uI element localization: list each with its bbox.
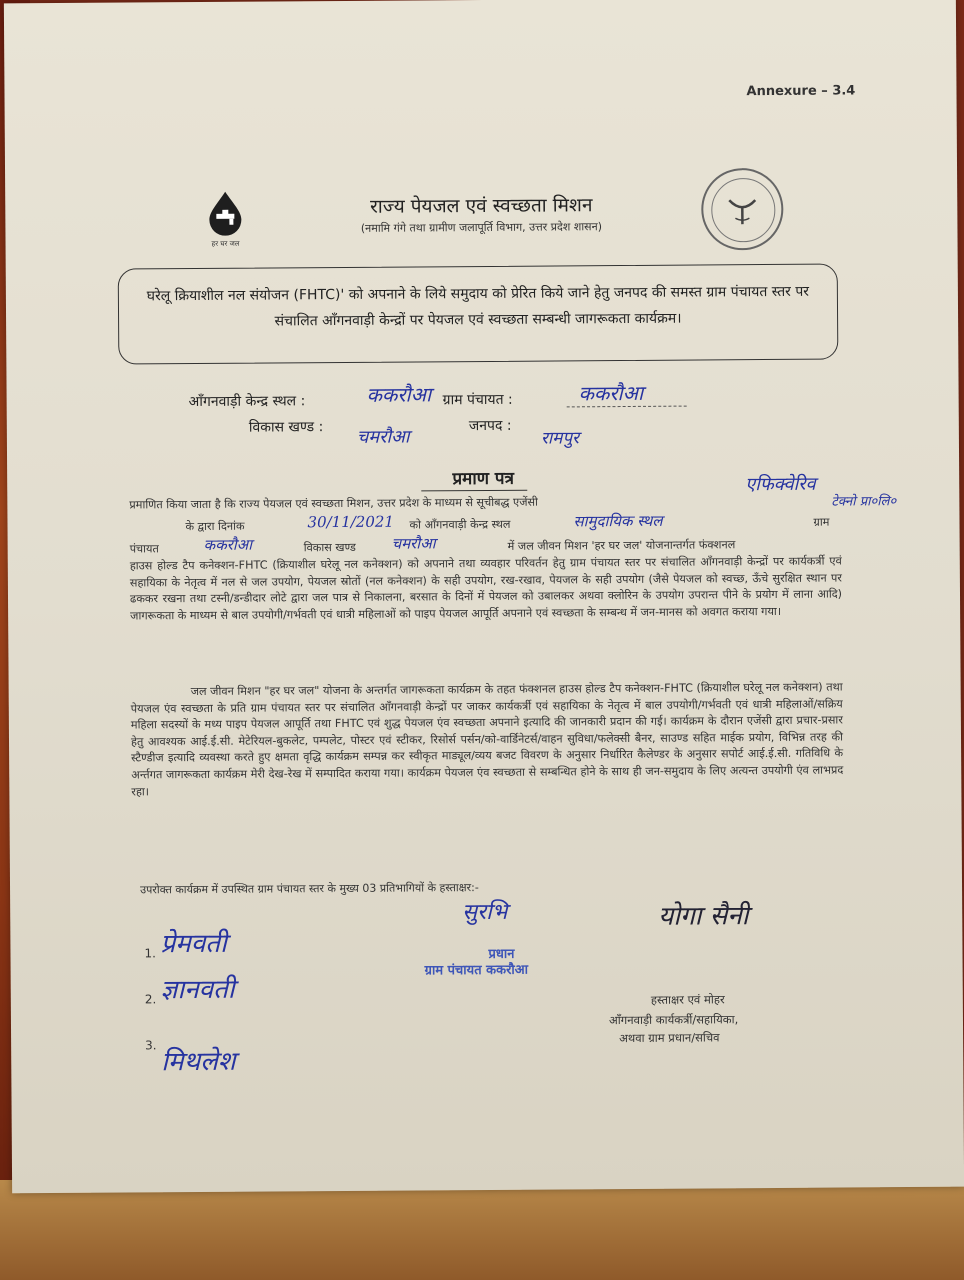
worker-caption-1: हस्ताक्षर एवं मोहर (650, 992, 725, 1007)
mission-title: राज्य पेयजल एवं स्वच्छता मिशन (370, 194, 593, 218)
worker-caption-2: आँगनवाड़ी कार्यकर्त्री/सहायिका, (608, 1012, 739, 1028)
anganwadi-label: आँगनवाड़ी केन्द्र स्थल : (188, 393, 306, 411)
participant-signature-2: ज्ञानवती (160, 974, 235, 1006)
signatures-intro: उपरोक्त कार्यक्रम में उपस्थित ग्राम पंचायत स्तर के मुख्य 03 प्रतिभागियों के हस्ताक्षर:- (140, 881, 479, 897)
block-label: विकास खण्ड : (248, 419, 324, 436)
para2-body: जल जीवन मिशन "हर घर जल" योजना के अन्तर्गत जागरूकता कार्यक्रम के तहत फंक्शनल हाउस होल्ड टैप कनेक्शन-FHTC (क्रियाशील घरेलू नल कनेक्शन) तथा पेयजल एंव स्वच्छता के प्रति ग्राम पंचायत स्तर पर संचालित आँगनवाड़ी केन्द्रों पर जाकर कार्यकर्त्री एवं सहायिका के नेतृत्व में बाल उपयोगी/गर्भवती एवं धात्री महिलाओं/सक्रिय महिला सदस्यों के मध्य पाइप पेयजल आपूर्ति तथा FHTC एवं शुद्ध पेयजल एंव स्वच्छता अपनाने इत्यादि की जानकारी प्रदान की गई। कार्यक्रम के दौरान एजेंसी द्वारा प्रचार-प्रसार हेतु आवश्यक आई.ई.सी. मेटेरियल-बुकलेट, पम्पलेट, पोस्टर एवं स्टीकर, रिसोर्स पर्सन/को-वार्डिनेटर्स/वाहन सुविधा/फलेक्सी बैनर, साउण्ड सहित माईक प्रयोग, विभिन्न तरह की स्टैण्डीज इत्यादि व्यवस्था करते हुए क्षमता वृद्धि कार्यक्रम सम्पन्न कर स्वीकृत माड्यूल/व्यय बजट विवरण के अनुसार निर्धारित कैलेण्डर के अनुसार सपोर्ट आई.ई.सी. गतिविधि के अर्न्तगत जागरूकता कार्यक्रम मेरी देख-रेख में सम्पादित कराया गया। कार्यक्रम पेयजल एंव स्वच्छता से सम्बन्धित होने के साथ ही जन-समुदाय के लिए अत्यन्त उपयोगी एंव लाभप्रद रहा। (130, 680, 844, 799)
mission-subtitle: (नमामि गंगे तथा ग्रामीण जलापूर्ति विभाग, उत्तर प्रदेश शासन) (360, 220, 603, 235)
para1-line1: प्रमाणित किया जाता है कि राज्य पेयजल एवं स्वच्छता मिशन, उत्तर प्रदेश के माध्यम से सूचीबद्ध एजेंसी (129, 495, 538, 512)
sig-num-1: 1. (144, 946, 156, 961)
pradhan-signature: सुरभि (462, 899, 508, 926)
date-handwritten: 30/11/2021 (307, 512, 395, 532)
panchayat-label: ग्राम पंचायत : (442, 391, 513, 409)
title-underline (421, 490, 527, 492)
logo-caption: हर घर जल (211, 239, 240, 248)
para1-line2b: को आँगनवाड़ी केन्द्र स्थल (409, 517, 511, 532)
anganwadi-value: ककरौआ (366, 382, 432, 407)
sig-num-3: 3. (145, 1038, 157, 1053)
para1-line3a: पंचायत (129, 542, 159, 556)
district-label: जनपद : (468, 417, 512, 435)
background-table (0, 1180, 964, 1280)
district-value: रामपुर (540, 428, 580, 449)
worker-caption-3: अथवा ग्राम प्रधान/सचिव (619, 1030, 720, 1046)
para1-body: हाउस होल्ड टैप कनेक्शन-FHTC (क्रियाशील घरेलू नल कनेक्शन) को अपनाने तथा व्यवहार परिवर्तन हेतु ग्राम पंचायत स्तर पर संचालित आँगनवाड़ी केन्द्रों पर कार्यकर्त्री एवं सहायिका के नेतृत्व में नल से जल उपयोग, पेयजल स्रोतों (नल कनेक्शन) के सही उपयोग, रख-रखाव, पेयजल के सही उपयोग (जैसे पेयजल को स्वच्छ, ऊँचे सुरक्षित स्थान पर ढककर रखना तथा टस्नी/डन्डीदार लोटे द्वारा जल पात्र से निकालना, बरसात के दिनों में पेयजल को उबालकर अथवा क्लोरिन के उपयोग उपरान्त पीने के प्रयोग में लाना आदि) जागरूकता के माध्यम से बाल उपयोगी/गर्भवती एवं धात्री महिलाओं को पाइप पेयजल आपूर्ति अपनाने एवं स्वच्छता के सम्बन्ध में जन-मानस को अवगत कराया गया। (129, 554, 843, 623)
pradhan-stamp-title: प्रधान (488, 946, 515, 962)
panchayat-underline (567, 406, 687, 408)
agency-handwritten: एफिक्वेरिव (745, 473, 816, 496)
para1-line3b: विकास खण्ड (303, 540, 356, 555)
block-handwritten: चमरौआ (391, 534, 436, 553)
participant-signature-1: प्रेमवती (160, 928, 227, 960)
annexure-label: Annexure – 3.4 (746, 83, 856, 100)
gp-handwritten: ककरौआ (203, 535, 253, 554)
place-handwritten: सामुदायिक स्थल (573, 511, 663, 531)
participant-signature-3: मिथलेश (161, 1046, 236, 1078)
para1-line2c: ग्राम (813, 515, 830, 529)
document-sheet (4, 0, 964, 1193)
certificate-title: प्रमाण पत्र (452, 468, 515, 490)
sig-num-2: 2. (144, 992, 157, 1007)
para1-line3c: में जल जीवन मिशन 'हर घर जल' योजनान्तर्गत फंक्शनल (507, 538, 736, 553)
emblem-bow-icon (725, 192, 759, 226)
para1-line2a: के द्वारा दिनांक (185, 519, 245, 534)
up-government-emblem (701, 168, 784, 251)
program-banner: घरेलू क्रियाशील नल संयोजन (FHTC)' को अपनाने के लिये समुदाय को प्रेरित किये जाने हेतु जनपद की समस्त ग्राम पंचायत स्तर पर संचालित आँगनवाड़ी केन्द्रों पर पेयजल एवं स्वच्छता सम्बन्धी जागरूकता कार्यक्रम। (118, 264, 839, 365)
pradhan-stamp-gp: ग्राम पंचायत ककरौआ (424, 962, 529, 979)
agency-handwritten-2: टेक्नो प्रा०लि० (831, 494, 897, 510)
block-value: चमरौआ (356, 426, 410, 448)
panchayat-value: ककरौआ (578, 380, 644, 406)
worker-signature: योगा सैनी (658, 901, 749, 932)
